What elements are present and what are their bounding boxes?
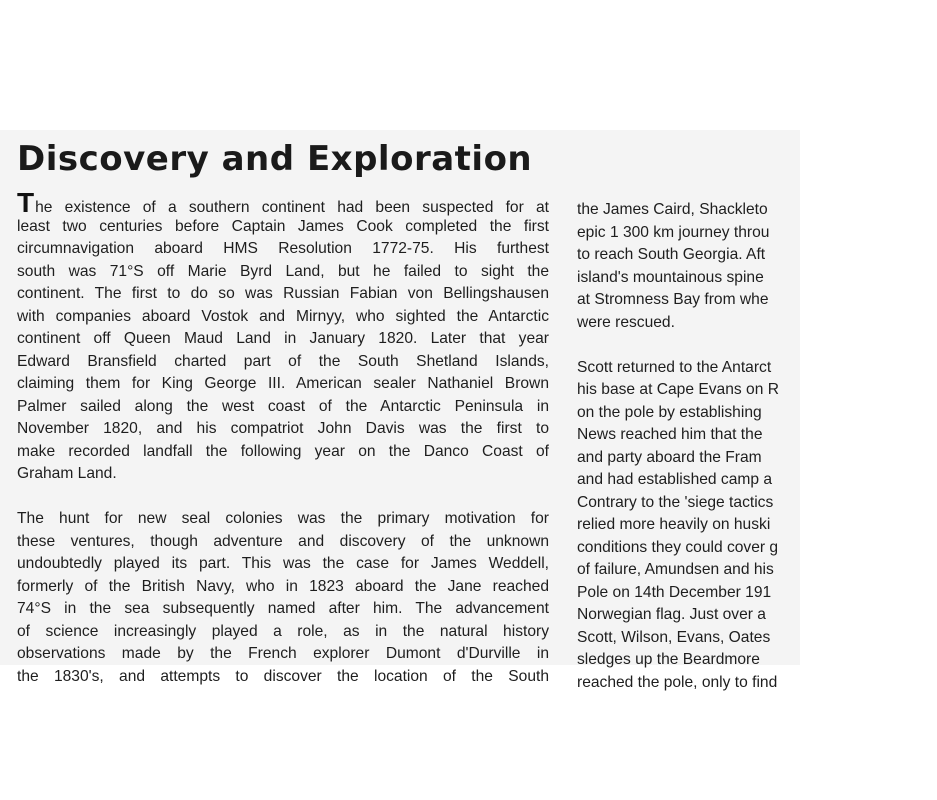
text-line: 74°S in the sea subsequently named after him. The advancement [17,600,549,617]
right-column [577,199,937,694]
text-line: were rescued. [577,313,675,331]
text-line: south was 71°S off Marie Byrd Land, but he failed to sight the [17,262,549,280]
text-line: Norwegian flag. Just over a [577,606,766,623]
text-line: continent. The first to do so was Russian Fabian von Bellingshausen [17,285,549,302]
text-line: undoubtedly played its part. This was the case for James Weddell, [17,555,549,572]
text-line: Pole on 14th December 191 [577,583,772,601]
text-line: circumnavigation aboard HMS Resolution 1772-75. His furthest [17,240,549,257]
text-line: Edward Bransfield charted part of the South Shetland Islands, [17,352,549,370]
text-line: of science increasingly played a role, as in the natural history [17,622,549,640]
text-line: and party aboard the Fram [577,448,762,466]
text-line: at Stromness Bay from whe [577,291,769,308]
text-line: Scott, Wilson, Evans, Oates [577,628,771,646]
text-line: Scott returned to the Antarct [577,358,772,376]
text-line: make recorded landfall the following year on the Danco Coast of [17,442,549,460]
text-line: these ventures, though adventure and discovery of the unknown [17,532,549,550]
text-line: formerly of the British Navy, who in 1823 aboard the Jane reached [17,577,549,595]
text-line: epic 1 300 km journey throu [577,223,770,241]
text-line: The hunt for new seal colonies was the primary motivation for [17,510,549,527]
book-page [0,130,800,691]
text-line: the James Caird, Shackleto [577,201,768,218]
text-line: the 1830's, and attempts to discover the location of the South [17,667,549,685]
drop-cap: T [17,187,35,218]
text-line: to reach South Georgia. Aft [577,246,766,263]
text-line: continent off Queen Maud Land in January 1820. Later that year [17,330,549,347]
paragraph-1 [17,187,549,486]
text-line: Palmer sailed along the west coast of the Antarctic Peninsula in [17,397,549,415]
text-line: on the pole by establishing [577,403,762,421]
text-line: and had established camp a [577,471,773,488]
left-column [17,187,549,688]
page-title: Discovery and Exploration [17,139,533,179]
text-line: Graham Land. [17,465,117,482]
text-line: island's mountainous spine [577,268,764,286]
paragraph-3 [577,199,937,334]
text-line: sledges up the Beardmore [577,651,760,668]
text-line: conditions they could cover g [577,538,779,556]
text-line: News reached him that the [577,426,763,443]
text-line: with companies aboard Vostok and Mirnyy, who sighted the Antarctic [17,307,549,325]
paragraph-2 [17,508,549,688]
paragraph-4 [577,357,937,695]
text-line: of failure, Amundsen and his [577,561,774,578]
text-line: November 1820, and his compatriot John Davis was the first to [17,420,549,437]
text-line: reached the pole, only to find [577,673,778,691]
text-line: his base at Cape Evans on R [577,381,779,398]
text-line: The existence of a southern continent had been suspected for at [17,187,549,218]
text-line: least two centuries before Captain James Cook completed the first [17,217,549,235]
text-line: relied more heavily on huski [577,516,771,533]
text-line: claiming them for King George III. American sealer Nathaniel Brown [17,375,549,392]
text-line: observations made by the French explorer Dumont d'Durville in [17,645,549,662]
text-line: Contrary to the 'siege tactics [577,493,774,511]
